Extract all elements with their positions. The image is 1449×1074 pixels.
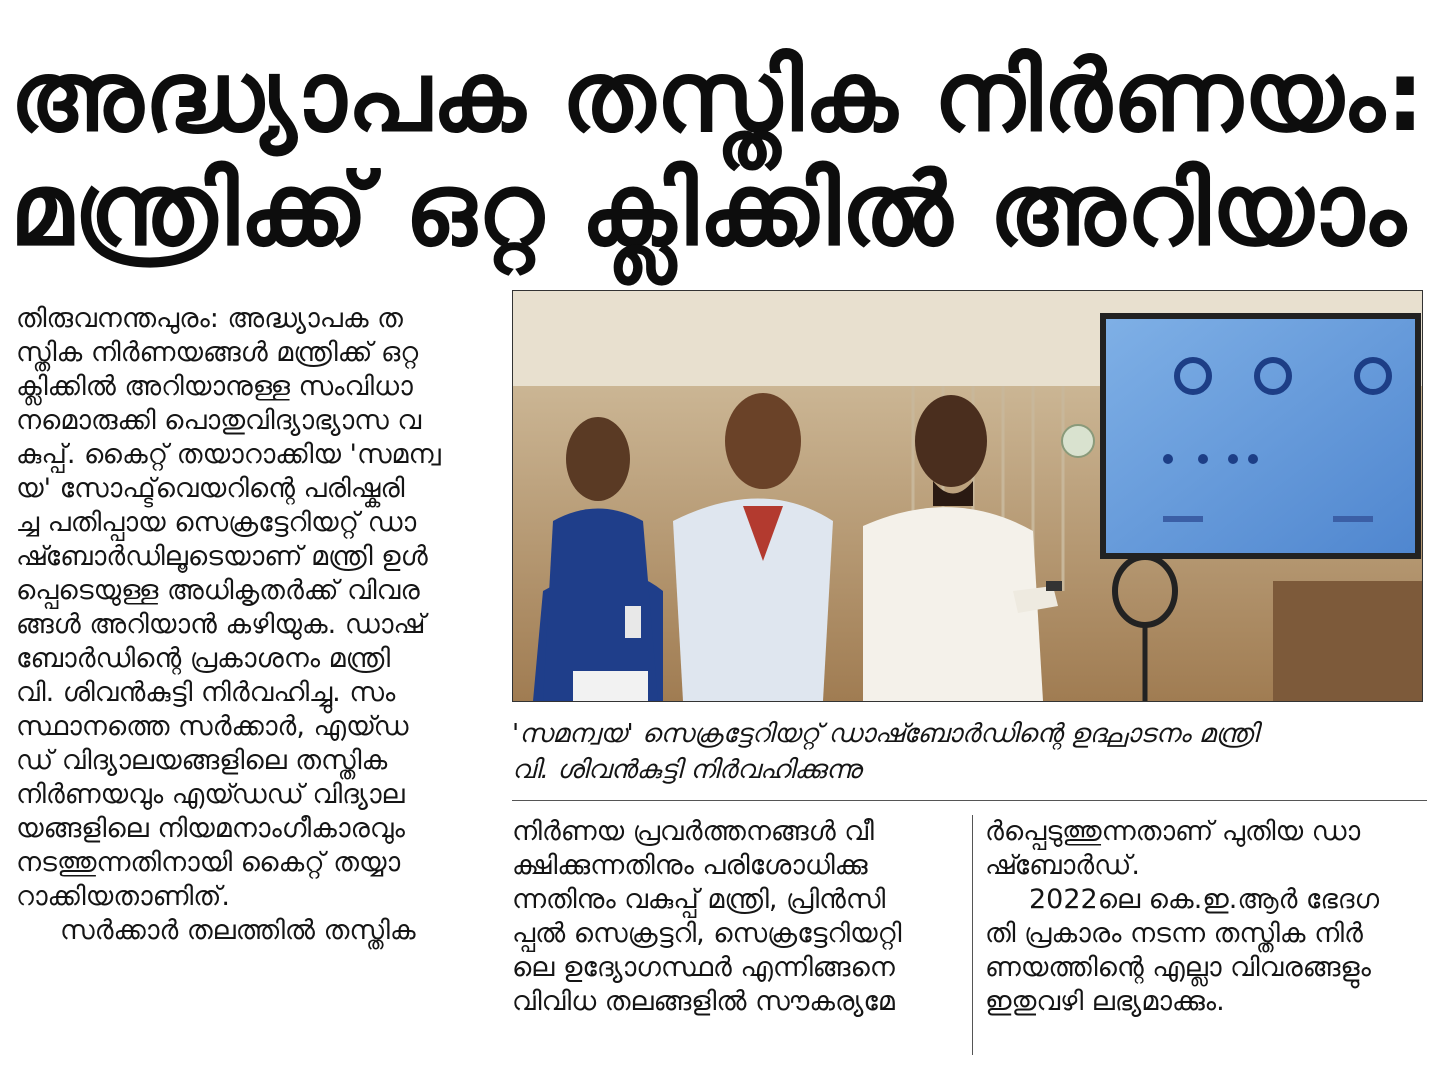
body-line: കുപ്പ്. കൈറ്റ് തയാറാക്കിയ 'സമന്വ bbox=[16, 439, 441, 470]
article-column-1 bbox=[16, 302, 496, 948]
body-line: തിരുവനന്തപുരം: അദ്ധ്യാപക ത bbox=[16, 303, 403, 334]
column-divider bbox=[972, 815, 973, 1055]
caption-line-1: 'സമന്വയ' സെക്രട്ടേറിയറ്റ് ഡാഷ്ബോർഡിന്റെ ഉദ്ഘാടനം മന്ത്രി bbox=[512, 719, 1259, 749]
body-line: ഷ്ബോർഡിലൂടെയാണ് മന്ത്രി ഉൾ bbox=[16, 541, 428, 572]
body-line: ഷ്ബോർഡ്. bbox=[985, 850, 1141, 881]
body-line: പ്പെടെയുള്ള അധികൃതർക്ക് വിവര bbox=[16, 575, 420, 606]
headline-line-2: മന്ത്രിക്ക് ഒറ്റ ക്ലിക്കിൽ അറിയാം bbox=[10, 151, 1407, 268]
body-line: ലെ ഉദ്യോഗസ്ഥർ എന്നിങ്ങനെ bbox=[512, 952, 895, 983]
body-line: നിർണയ പ്രവർത്തനങ്ങൾ വീ bbox=[512, 816, 874, 847]
body-line: നടത്തുന്നതിനായി കൈറ്റ് തയ്യാ bbox=[16, 847, 401, 878]
body-line: ന്നതിനും വകുപ്പ് മന്ത്രി, പ്രിൻസി bbox=[512, 884, 886, 915]
body-line: സ്ഥാനത്തെ സർക്കാർ, എയ്ഡ bbox=[16, 711, 409, 742]
body-line: നമൊരുക്കി പൊതുവിദ്യാഭ്യാസ വ bbox=[16, 405, 422, 436]
body-line: റാക്കിയതാണിത്. bbox=[16, 881, 230, 912]
body-line: തി പ്രകാരം നടന്ന തസ്തിക നിർ bbox=[985, 918, 1363, 949]
body-line: 2022ലെ കെ.ഇ.ആർ ഭേദഗ bbox=[1029, 884, 1380, 915]
body-line: ർപ്പെടുത്തുന്നതാണ് പുതിയ ഡാ bbox=[985, 816, 1361, 847]
body-line: ക്ഷിക്കുന്നതിനും പരിശോധിക്കു bbox=[512, 850, 868, 881]
body-line: യ' സോഫ്ട്‌വെയറിന്റെ പരിഷ്കരി bbox=[16, 473, 405, 504]
caption-line-2: വി. ശിവൻകുട്ടി നിർവഹിക്കുന്നു bbox=[512, 755, 862, 785]
body-line: ച്ച പതിപ്പായ സെക്രട്ടേറിയറ്റ് ഡാ bbox=[16, 507, 417, 538]
body-line: ഡ് വിദ്യാലയങ്ങളിലെ തസ്തിക bbox=[16, 745, 388, 776]
body-line: സ്തിക നിർണയങ്ങൾ മന്ത്രിക്ക് ഒറ്റ bbox=[16, 337, 419, 368]
news-photo-illustration bbox=[513, 291, 1422, 701]
body-line: ഇതുവഴി ലഭ്യമാക്കും. bbox=[985, 986, 1225, 1017]
body-line: വിവിധ തലങ്ങളിൽ സൗകര്യമേ bbox=[512, 986, 895, 1017]
article-column-3 bbox=[985, 815, 1425, 1019]
body-line: വി. ശിവൻകുട്ടി നിർവഹിച്ചു. സം bbox=[16, 677, 396, 708]
body-line: ബോർഡിന്റെ പ്രകാശനം മന്ത്രി bbox=[16, 643, 391, 674]
body-line: ണയത്തിന്റെ എല്ലാ വിവരങ്ങളും bbox=[985, 952, 1371, 983]
body-line: നിർണയവും എയ്ഡഡ് വിദ്യാല bbox=[16, 779, 405, 810]
column-divider bbox=[512, 800, 1427, 801]
news-photo bbox=[512, 290, 1423, 702]
photo-caption bbox=[512, 716, 1432, 788]
article-column-2 bbox=[512, 815, 962, 1019]
body-line: ങ്ങൾ അറിയാൻ കഴിയുക. ഡാഷ് bbox=[16, 609, 426, 640]
body-line: യങ്ങളിലെ നിയമനാംഗീകാരവും bbox=[16, 813, 405, 844]
headline-line-1: അദ്ധ്യാപക തസ്തിക നിർണയം: bbox=[10, 40, 1426, 154]
body-line: ക്ലിക്കിൽ അറിയാനുള്ള സംവിധാ bbox=[16, 371, 413, 402]
body-line: സർക്കാർ തലത്തിൽ തസ്തിക bbox=[60, 915, 416, 946]
body-line: പ്പൽ സെക്രട്ടറി, സെക്രട്ടേറിയറ്റി bbox=[512, 918, 902, 949]
